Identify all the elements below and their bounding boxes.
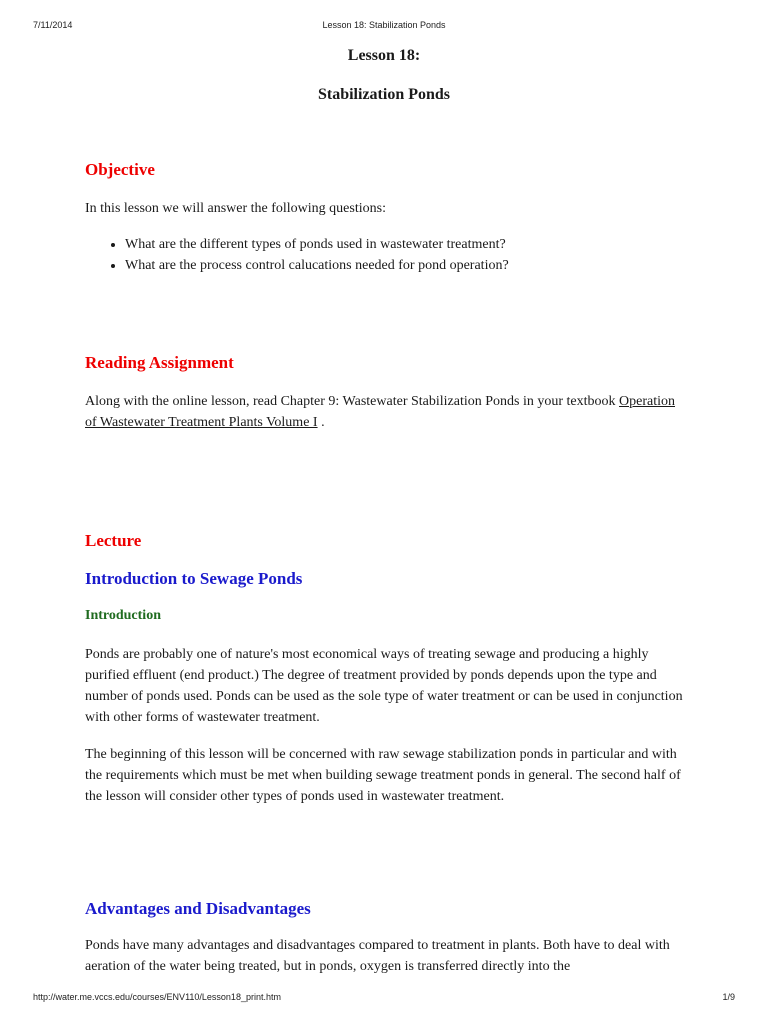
reading-assignment-tail: . — [317, 415, 325, 430]
list-item: • What are the different types of ponds used in wastewater treatment? — [125, 234, 745, 255]
page-number: 1/9 — [722, 992, 735, 1002]
print-date: 7/11/2014 — [33, 20, 73, 30]
introduction-subheading: Introduction — [85, 608, 161, 623]
lesson-title: Stabilization Ponds — [317, 86, 451, 103]
lesson-number-title: Lesson 18: — [347, 47, 421, 64]
print-footer — [0, 992, 768, 1004]
objective-intro: In this lesson we will answer the following questions: — [85, 201, 386, 216]
reading-assignment-heading: Reading Assignment — [85, 353, 234, 372]
list-item: • What are the process control calucations needed for pond operation? — [125, 255, 745, 276]
advantages-heading: Advantages and Disadvantages — [85, 899, 311, 918]
reading-assignment-text — [85, 391, 685, 433]
textbook-link[interactable]: Operation of Wastewater Treatment Plants Volume I — [85, 394, 676, 430]
reading-assignment-sentence: Along with the online lesson, read Chapter 9: Wastewater Stabilization Ponds in your textbook — [85, 394, 616, 409]
intro-paragraph-2: The beginning of this lesson will be concerned with raw sewage stabilization ponds in particular and with the requirements which must be met when building sewage treatment ponds in general. The second half of the lesson will consider other types of ponds used in wastewater treatment. — [85, 747, 681, 804]
objective-heading: Objective — [85, 160, 155, 179]
intro-paragraph-1: Ponds are probably one of nature's most economical ways of treating sewage and producing a highly purified effluent (end product.) The degree of treatment provided by ponds depends upon the type and number of ponds used. Ponds can be used as the sole type of water treatment or can be used in conjunction with other forms of wastewater treatment. — [85, 647, 683, 725]
intro-sewage-ponds-heading: Introduction to Sewage Ponds — [85, 569, 303, 588]
print-title: Lesson 18: Stabilization Ponds — [322, 20, 446, 30]
page-url: http://water.me.vccs.edu/courses/ENV110/Lesson18_print.htm — [33, 992, 281, 1002]
lecture-heading: Lecture — [85, 531, 142, 550]
advantages-paragraph: Ponds have many advantages and disadvantages compared to treatment in plants. Both have to deal with aeration of the water being treated, but in ponds, oxygen is transferred directly into the — [85, 938, 670, 974]
objective-question-list — [85, 234, 745, 276]
print-header — [0, 20, 768, 32]
